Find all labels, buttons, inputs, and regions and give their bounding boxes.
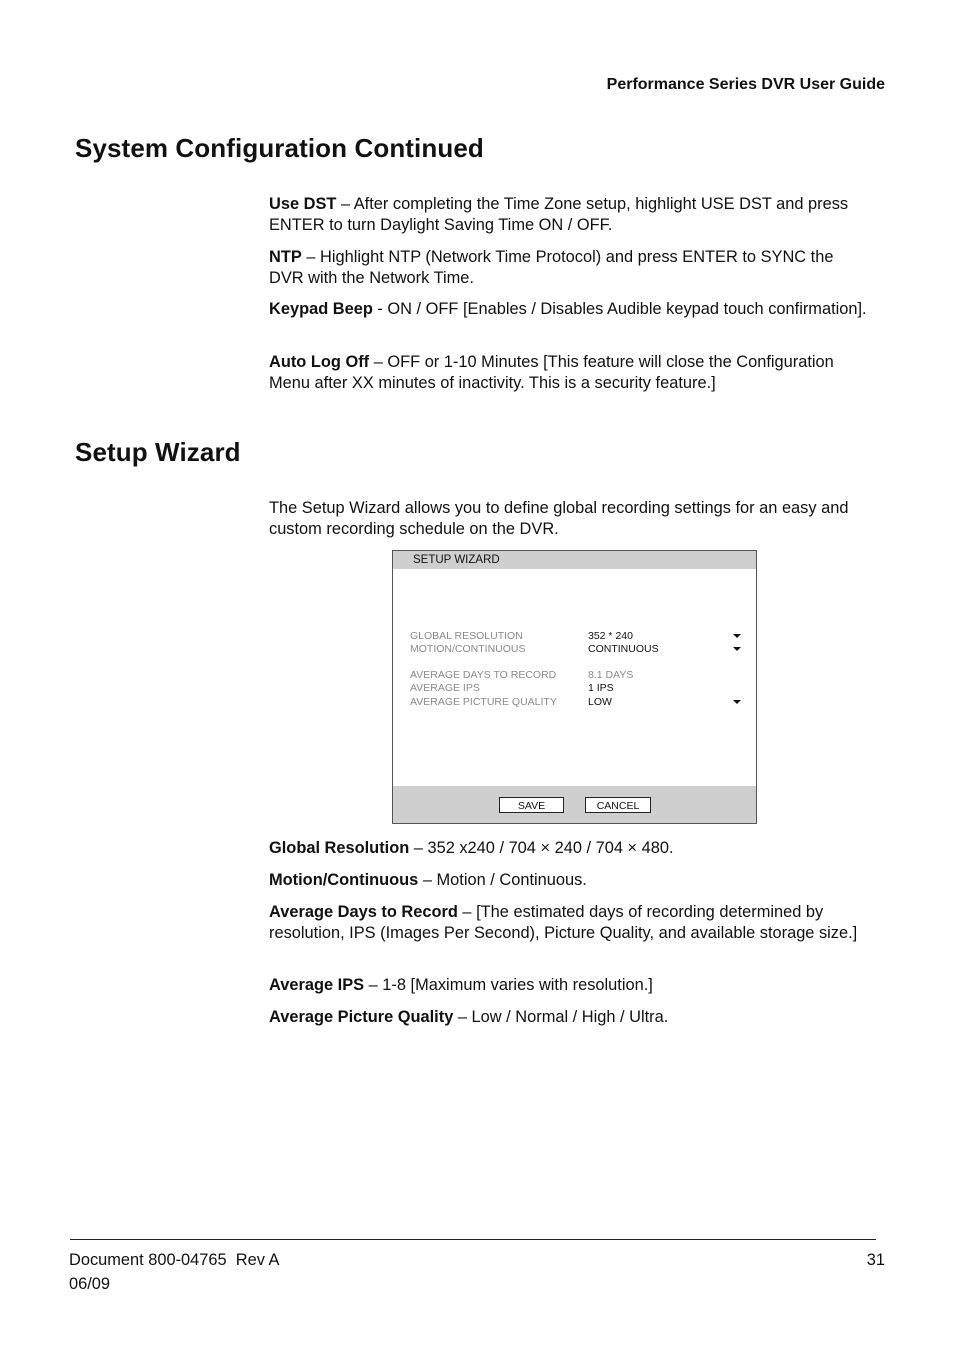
paragraph-motion-continuous bbox=[269, 870, 869, 891]
description: – After completing the Time Zone setup, highlight USE DST and press ENTER to turn Daylight Saving Time ON / OFF. bbox=[269, 195, 849, 234]
row-label: AVERAGE PICTURE QUALITY bbox=[410, 696, 557, 708]
section-heading-system-configuration: System Configuration Continued bbox=[75, 133, 484, 163]
paragraph-average-ips bbox=[269, 975, 869, 996]
description: – [The estimated days of recording determined by resolution, IPS (Images Per Second), Picture Quality, and available storage size.] bbox=[269, 903, 858, 942]
wizard-title: SETUP WIZARD bbox=[413, 554, 500, 566]
term: NTP bbox=[269, 248, 302, 266]
page-number: 31 bbox=[866, 1251, 885, 1269]
description: – Motion / Continuous. bbox=[418, 871, 587, 889]
row-value: 1 IPS bbox=[588, 682, 614, 694]
paragraph-setup-wizard-intro: The Setup Wizard allows you to define global recording settings for an easy and custom recording schedule on the DVR. bbox=[269, 499, 849, 538]
description: – Highlight NTP (Network Time Protocol) and press ENTER to SYNC the DVR with the Network Time. bbox=[269, 248, 834, 287]
wizard-row-global-resolution[interactable] bbox=[410, 630, 745, 643]
description: – Low / Normal / High / Ultra. bbox=[453, 1008, 669, 1026]
wizard-titlebar bbox=[393, 551, 756, 569]
row-value: 8.1 DAYS bbox=[588, 669, 634, 681]
footer-rule bbox=[70, 1239, 876, 1240]
save-button[interactable]: SAVE bbox=[499, 797, 564, 813]
dropdown-arrow-icon[interactable] bbox=[733, 634, 741, 638]
term: Average Days to Record bbox=[269, 903, 458, 921]
setup-wizard-screen bbox=[392, 550, 757, 824]
row-value: CONTINUOUS bbox=[588, 643, 659, 655]
paragraph-global-resolution bbox=[269, 838, 869, 859]
paragraph-use-dst bbox=[269, 194, 869, 235]
dropdown-arrow-icon[interactable] bbox=[733, 647, 741, 651]
description: - ON / OFF [Enables / Disables Audible keypad touch confirmation]. bbox=[372, 300, 867, 318]
term: Motion/Continuous bbox=[269, 871, 419, 889]
document-number: Document 800-04765 Rev A bbox=[69, 1251, 280, 1269]
section-heading-setup-wizard: Setup Wizard bbox=[75, 437, 241, 467]
wizard-row-average-ips bbox=[410, 682, 745, 695]
footer-left bbox=[69, 1248, 279, 1296]
description: – OFF or 1-10 Minutes [This feature will close the Configuration Menu after XX minutes of inactivity. This is a security feature.] bbox=[269, 353, 834, 392]
term: Average IPS bbox=[269, 976, 365, 994]
wizard-footer-bar bbox=[393, 786, 756, 823]
row-label: AVERAGE DAYS TO RECORD bbox=[410, 669, 557, 681]
row-label: GLOBAL RESOLUTION bbox=[410, 630, 523, 642]
term: Auto Log Off bbox=[269, 353, 370, 371]
row-value: 352 * 240 bbox=[588, 630, 633, 642]
document-date: 06/09 bbox=[69, 1275, 111, 1293]
dropdown-arrow-icon[interactable] bbox=[733, 700, 741, 704]
description: – 1-8 [Maximum varies with resolution.] bbox=[364, 976, 653, 994]
paragraph-average-days bbox=[269, 902, 869, 943]
paragraph-keypad-beep bbox=[269, 299, 869, 320]
term: Keypad Beep bbox=[269, 300, 373, 318]
description: – 352 x240 / 704 × 240 / 704 × 480. bbox=[409, 839, 674, 857]
cancel-button[interactable]: CANCEL bbox=[585, 797, 651, 813]
term: Global Resolution bbox=[269, 839, 410, 857]
paragraph-ntp bbox=[269, 247, 869, 288]
wizard-row-average-picture-quality[interactable] bbox=[410, 696, 745, 709]
term: Average Picture Quality bbox=[269, 1008, 454, 1026]
paragraph-auto-log-off bbox=[269, 352, 869, 393]
row-value: LOW bbox=[588, 696, 612, 708]
wizard-row-average-days bbox=[410, 669, 745, 682]
paragraph-average-picture-quality bbox=[269, 1007, 869, 1028]
wizard-row-motion-continuous[interactable] bbox=[410, 643, 745, 656]
header-title: Performance Series DVR User Guide bbox=[606, 76, 885, 93]
row-label: AVERAGE IPS bbox=[410, 682, 480, 694]
term: Use DST bbox=[269, 195, 337, 213]
row-label: MOTION/CONTINUOUS bbox=[410, 643, 526, 655]
